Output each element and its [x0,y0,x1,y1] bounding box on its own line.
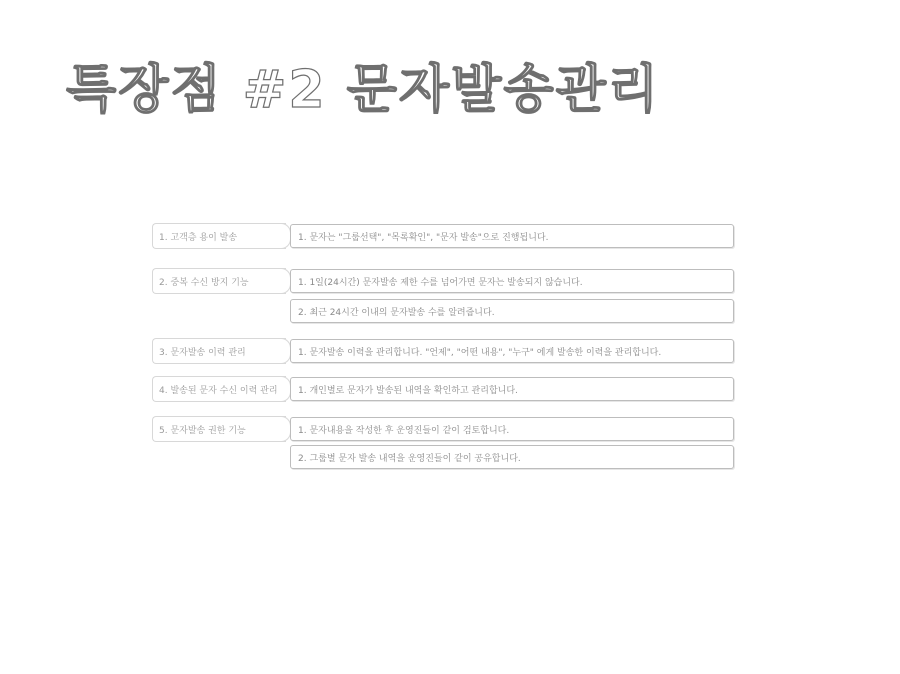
feature-item-text: 1. 1일(24시간) 문자발송 제한 수를 넘어가면 문자는 발송되지 않습니다. [298,278,583,288]
page-title: 특장점 #2 문자발송관리 [66,60,661,120]
category-box-4 [152,376,286,402]
feature-item [290,299,734,323]
feature-item-text: 1. 문자는 "그룹선택", "목록확인", "문자 발송"으로 진행됩니다. [298,233,549,243]
category-label: 3. 문자발송 이력 관리 [159,348,246,358]
feature-item-text: 1. 문자내용을 작성한 후 운영진들이 같이 검토합니다. [298,426,510,436]
feature-item [290,377,734,401]
feature-item [290,269,734,293]
feature-item [290,224,734,248]
category-box-3 [152,338,286,364]
category-box-2 [152,268,286,294]
category-label: 2. 중복 수신 방지 기능 [159,278,249,288]
category-box-5 [152,416,286,442]
feature-item [290,339,734,363]
feature-item-text: 2. 최근 24시간 이내의 문자발송 수를 알려줍니다. [298,308,495,318]
feature-item-text: 1. 문자발송 이력을 관리합니다. "언제", "어떤 내용", "누구" 에게 발송한 이력을 관리합니다. [298,348,662,358]
feature-item-text: 1. 개인별로 문자가 발송된 내역을 확인하고 관리합니다. [298,386,518,396]
category-label: 1. 고객층 용이 발송 [159,233,238,243]
category-label: 5. 문자발송 권한 기능 [159,426,246,436]
category-box-1 [152,223,286,249]
feature-item [290,417,734,441]
feature-item-text: 2. 그룹별 문자 발송 내역을 운영진들이 같이 공유합니다. [298,454,521,464]
feature-item [290,445,734,469]
category-label: 4. 발송된 문자 수신 이력 관리 [159,386,278,396]
